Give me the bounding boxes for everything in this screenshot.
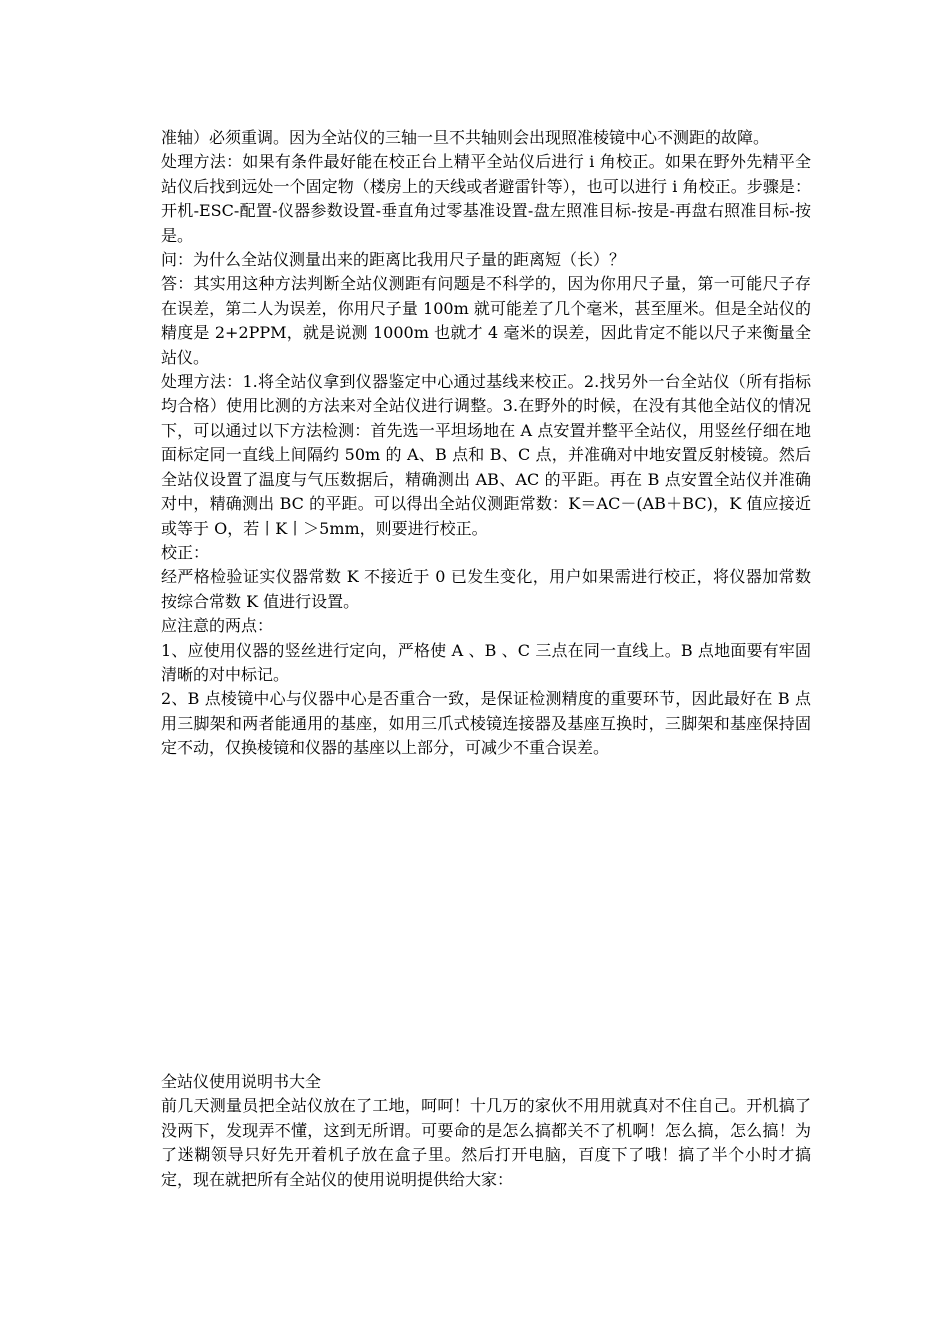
paragraph-question: 问：为什么全站仪测量出来的距离比我用尺子量的距离短（长）？: [161, 250, 626, 270]
bottom-text-block: [161, 1070, 811, 1192]
paragraph-three-axis-note: 准轴）必须重调。因为全站仪的三轴一旦不共轴则会出现照准棱镜中心不测距的故障。: [161, 128, 770, 147]
paragraph-calibration-method: 处理方法：1.将全站仪拿到仪器鉴定中心通过基线来校正。2.找另外一台全站仪（所有指标均合格）使用比测的方法来对全站仪进行调整。3.在野外的时候，在没有其他全站仪的情况下，可以通过以下方法检测：首先选一平坦场地在 A 点安置并整平全站仪，用竖丝仔细在地面标定同一直线上间隔约 50m 的 A、B 点和 B、C 点，并准确对中地安置反射棱镜。然后全站仪设置了温度与气压数据后，精确测出 AB、AC 的平距。再在 B 点安置全站仪并准确对中，精确测出 BC 的平距。可以得出全站仪测距常数：K＝AC－(AB＋BC)，K 值应接近或等于 O，若丨K丨＞5mm，则要进行校正。: [161, 372, 811, 538]
paragraph-notes-heading: 应注意的两点：: [161, 616, 274, 636]
paragraph-note-two: 2、B 点棱镜中心与仪器中心是否重合一致，是保证检测精度的重要环节，因此最好在 B 点用三脚架和两者能通用的基座，如用三爪式棱镜连接器及基座互换时，三脚架和基座保持固定不动，仅换棱镜和仪器的基座以上部分，可减少不重合误差。: [161, 689, 811, 758]
paragraph-correction-body: 经严格检验证实仪器常数 K 不接近于 0 已发生变化，用户如果需进行校正，将仪器加常数按综合常数 K 值进行设置。: [161, 567, 811, 611]
top-text-block: [161, 126, 811, 761]
paragraph-intro-story: 前几天测量员把全站仪放在了工地，呵呵！十几万的家伙不用用就真对不住自己。开机搞了没两下，发现弄不懂，这到无所谓。可要命的是怎么搞都关不了机啊！怎么搞，怎么搞！为了迷糊领导只好先开着机子放在盒子里。然后打开电脑，百度下了哦！搞了半个小时才搞定，现在就把所有全站仪的使用说明提供给大家：: [161, 1096, 811, 1189]
paragraph-correction-heading: 校正：: [161, 542, 210, 562]
paragraph-note-one: 1、应使用仪器的竖丝进行定向，严格使 A 、B 、C 三点在同一直线上。B 点地面要有牢固清晰的对中标记。: [161, 640, 811, 684]
paragraph-i-angle-method: 处理方法：如果有条件最好能在校正台上精平全站仪后进行 i 角校正。如果在野外先精平全站仪后找到远处一个固定物（楼房上的天线或者避雷针等），也可以进行 i 角校正。步骤是：开机-ESC-配置-仪器参数设置-垂直角过零基准设置-盘左照准目标-按是-再盘右照准目标-按是。: [161, 152, 811, 245]
paragraph-answer: 答：其实用这种方法判断全站仪测距有问题是不科学的，因为你用尺子量，第一可能尺子存在误差，第二人为误差，你用尺子量 100m 就可能差了几个毫米，甚至厘米。但是全站仪的精度是 2+2PPM，就是说测 1000m 也就才 4 毫米的误差，因此肯定不能以尺子来衡量全站仪。: [161, 274, 811, 367]
section-title: 全站仪使用说明书大全: [161, 1072, 322, 1091]
